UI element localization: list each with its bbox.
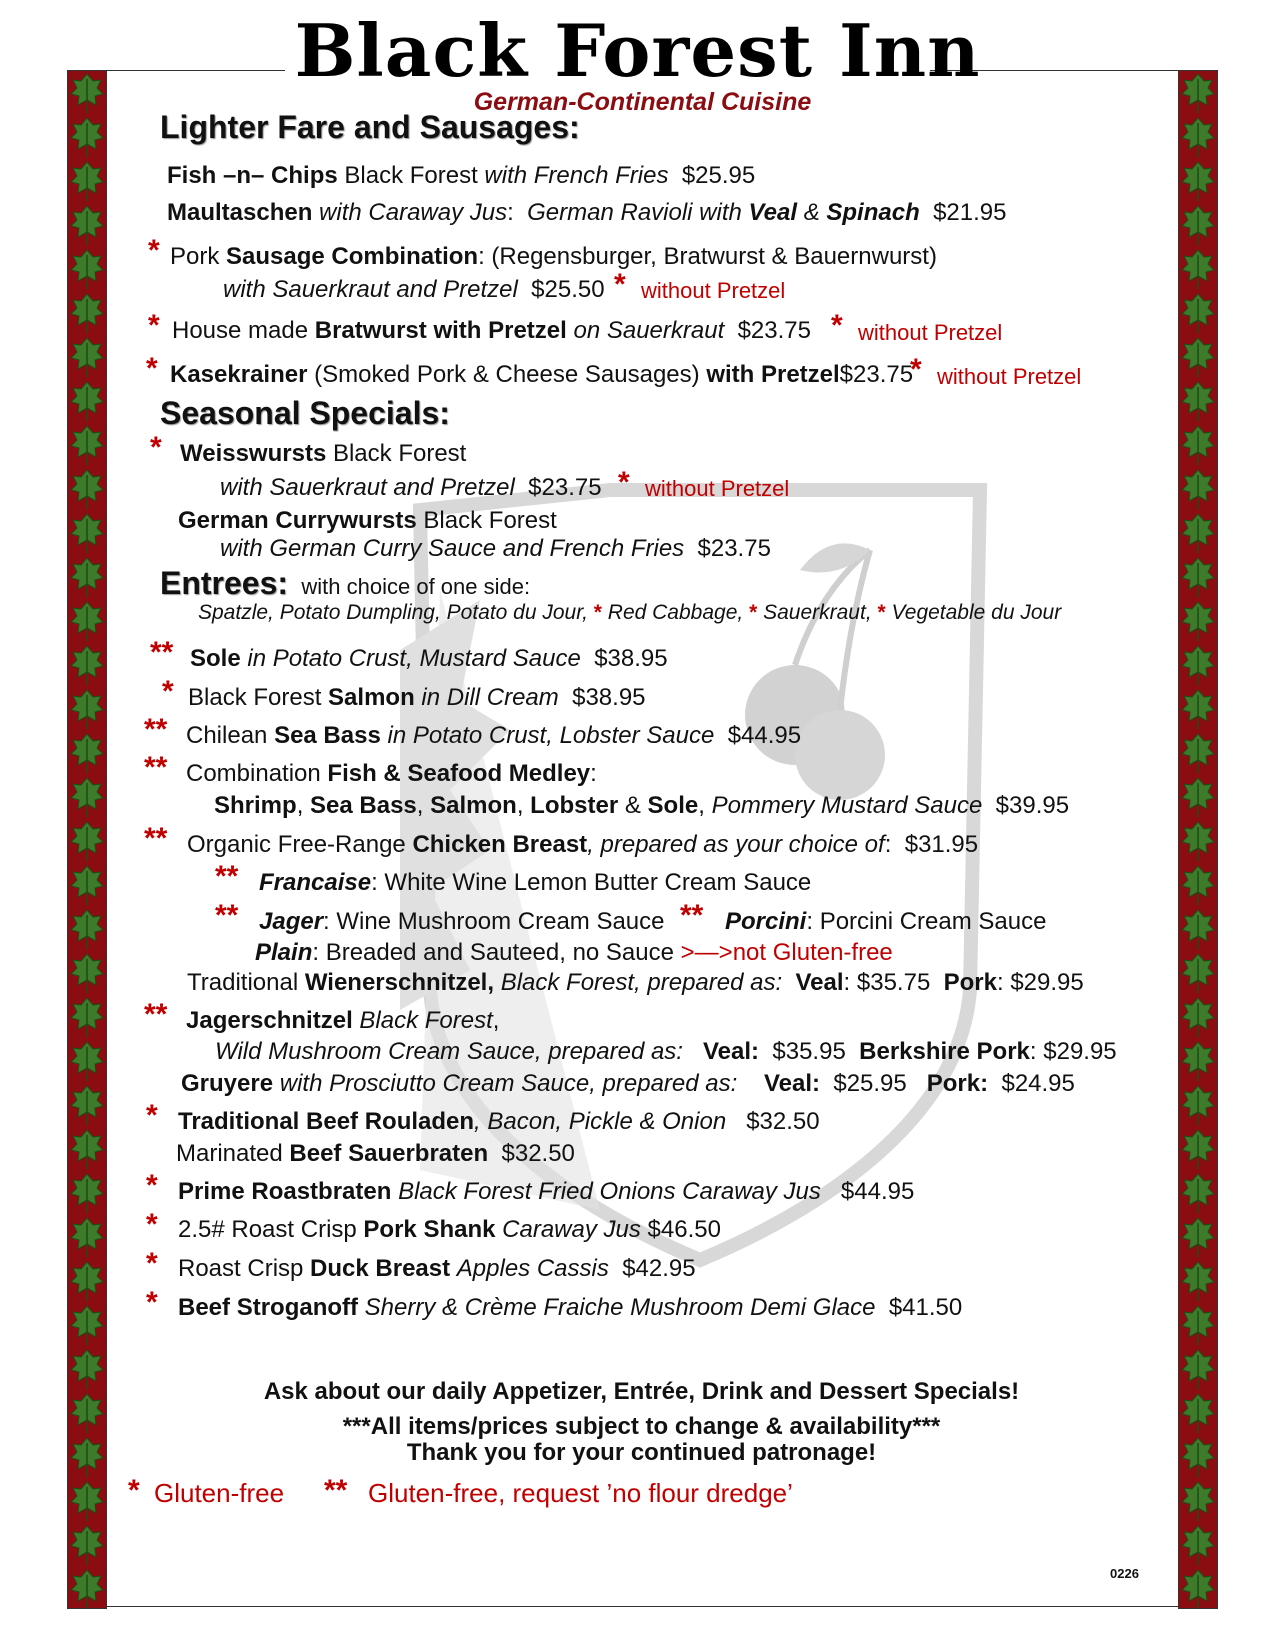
gluten-free-mark: * <box>910 353 922 386</box>
cuisine-subtitle: German-Continental Cuisine <box>473 88 812 116</box>
gluten-free-mark: * <box>593 601 602 624</box>
gluten-free-mark: * <box>146 1099 158 1132</box>
gluten-free-mark: * <box>146 1169 158 1202</box>
legend-gluten-free: Gluten-free <box>154 1478 285 1508</box>
item-pre: Black Forest <box>188 684 322 711</box>
item-pre: 2.5# Roast Crisp <box>178 1216 357 1243</box>
menu-item-jagerschnitzel-desc <box>215 1037 1117 1067</box>
item-desc: in Potato Crust, Lobster Sauce <box>387 722 715 749</box>
side-vegetable: Vegetable du Jour <box>891 601 1062 624</box>
gluten-free-dredge-mark: ** <box>144 822 168 855</box>
item-price: $38.95 <box>594 645 668 672</box>
pork-price: : $29.95 <box>1029 1038 1117 1065</box>
bottom-rule <box>105 1606 1178 1607</box>
item-pre: Marinated <box>176 1140 283 1167</box>
gluten-free-mark: * <box>148 234 160 267</box>
comma: , <box>516 792 524 819</box>
legend-dredge-mark: ** <box>324 1474 348 1507</box>
item-pre: Organic Free-Range <box>187 831 406 858</box>
menu-item-bratwurst <box>172 316 811 346</box>
veal-price: $25.95 <box>833 1070 907 1097</box>
salmon: Salmon <box>430 792 517 819</box>
item-desc: in Potato Crust, Mustard Sauce <box>247 645 581 672</box>
item-price: $25.50 <box>531 276 605 303</box>
menu-item-sausage-combination <box>170 242 937 272</box>
item-rest: Black Forest <box>332 440 467 467</box>
menu-item-gruyere <box>181 1069 1075 1099</box>
item-name: Pork Shank <box>363 1216 496 1243</box>
section-entrees <box>160 565 531 602</box>
item-name: Wienerschnitzel, <box>304 969 495 996</box>
menu-item-weisswursts-desc <box>220 473 602 503</box>
gluten-free-mark: * <box>146 352 158 385</box>
item-rest: : (Regensburger, Bratwurst & Bauernwurst) <box>478 243 937 270</box>
item-name: Sole <box>190 645 241 672</box>
item-pre: Traditional <box>187 969 299 996</box>
amp: & <box>624 792 641 819</box>
pork: Pork <box>943 969 997 996</box>
leaf-pattern-left <box>68 71 106 1608</box>
menu-item-stroganoff <box>178 1293 962 1323</box>
gluten-free-mark: * <box>618 466 630 499</box>
item-price: $39.95 <box>995 792 1070 819</box>
item-price: $46.50 <box>647 1216 721 1243</box>
without-pretzel-note: without Pretzel <box>858 320 1003 345</box>
item-desc: , Bacon, Pickle & Onion <box>474 1108 727 1135</box>
gluten-free-mark: * <box>749 601 758 624</box>
item-rest: Black Forest <box>423 507 557 534</box>
entrees-note: with choice of one side: <box>301 574 531 599</box>
item-desc: Black Forest <box>359 1007 493 1034</box>
item-price: $44.95 <box>727 722 802 749</box>
item-name: Gruyere <box>181 1070 274 1097</box>
item-price: $44.95 <box>840 1178 915 1205</box>
item-desc: Apples Cassis <box>456 1255 609 1282</box>
menu-code: 0226 <box>1110 1566 1139 1581</box>
option-name: Porcini <box>725 908 807 935</box>
veal: Veal: <box>763 1070 820 1097</box>
menu-item-currywursts <box>178 506 557 536</box>
item-pre: Pork <box>170 243 220 270</box>
option-desc: : Breaded and Sauteed, no Sauce <box>312 939 674 966</box>
item-desc: Pommery Mustard Sauce <box>711 792 983 819</box>
pork-price: $24.95 <box>1001 1070 1075 1097</box>
item-price: $42.95 <box>622 1255 696 1282</box>
item-price: $32.50 <box>746 1108 820 1135</box>
item-name: Chicken Breast <box>412 831 588 858</box>
item-price: $31.95 <box>904 831 979 858</box>
menu-item-seafood-medley <box>186 759 597 789</box>
veal-price: : $35.75 <box>843 969 931 996</box>
item-desc: with Prosciutto Cream Sauce, prepared as: <box>279 1070 738 1097</box>
option-name: Francaise <box>259 869 372 896</box>
item-price: $23.75 <box>737 317 811 344</box>
gluten-free-dredge-mark: ** <box>144 751 168 784</box>
menu-item-sausage-combination-desc <box>223 275 605 305</box>
item-name: Maultaschen <box>167 199 313 226</box>
item-desc: with Sauerkraut and Pretzel <box>223 276 518 303</box>
option-name: Plain <box>255 939 313 966</box>
item-price: $32.50 <box>501 1140 575 1167</box>
leaf-pattern-right <box>1179 71 1217 1608</box>
menu-item-weisswursts <box>180 439 466 469</box>
item-pre: Chilean <box>186 722 268 749</box>
gluten-free-mark: * <box>146 1208 158 1241</box>
item-name: German Currywursts <box>178 507 417 534</box>
item-name: Kasekrainer <box>170 361 308 388</box>
gluten-free-mark: * <box>831 309 843 342</box>
item-rest: Black Forest <box>344 162 478 189</box>
item-name: Duck Breast <box>310 1255 451 1282</box>
lobster: Lobster <box>530 792 619 819</box>
sea-bass: Sea Bass <box>310 792 417 819</box>
menu-item-kasekrainer <box>170 360 913 390</box>
item-pretzel: with Pretzel <box>706 361 840 388</box>
amp: & <box>803 199 820 226</box>
menu-item-maultaschen <box>167 198 1006 228</box>
gluten-free-mark: * <box>162 675 174 708</box>
item-name: Weisswursts <box>180 440 327 467</box>
item-pre: Combination <box>186 760 321 787</box>
item-desc: , prepared as your choice of <box>587 831 885 858</box>
item-price: $38.95 <box>572 684 646 711</box>
legend-gluten-free-mark: * <box>128 1474 140 1507</box>
chicken-option-porcini <box>725 907 1046 937</box>
gluten-free-mark: * <box>877 601 886 624</box>
option-name: Jager <box>259 908 324 935</box>
menu-item-sole <box>190 644 668 674</box>
legend-no-flour-dredge: Gluten-free, request ’no flour dredge’ <box>368 1478 793 1508</box>
gluten-free-mark: * <box>614 268 626 301</box>
item-name: Traditional Beef Rouladen <box>178 1108 475 1135</box>
item-rest: (Smoked Pork & Cheese Sausages) <box>314 361 700 388</box>
item-name: Salmon <box>328 684 415 711</box>
item-name: Prime Roastbraten <box>178 1178 392 1205</box>
item-name: Bratwurst with Pretzel <box>314 317 567 344</box>
left-border-leaves <box>67 70 107 1609</box>
item-price: $41.50 <box>888 1294 963 1321</box>
section-seasonal-specials: Seasonal Specials: <box>160 395 450 431</box>
gluten-free-mark: * <box>150 431 162 464</box>
item-desc: Sherry & Crème Fraiche Mushroom Demi Glace <box>364 1294 876 1321</box>
veal: Veal <box>748 199 798 226</box>
item-price: $23.75 <box>528 474 602 501</box>
chicken-option-jager <box>259 907 665 937</box>
gluten-free-mark: * <box>148 309 160 342</box>
item-name: Fish –n– Chips <box>167 162 338 189</box>
restaurant-title: Black Forest Inn <box>294 8 981 93</box>
without-pretzel-note: without Pretzel <box>641 278 786 303</box>
colon: : <box>884 831 892 858</box>
menu-item-seafood-medley-desc <box>214 791 1069 821</box>
item-desc: Black Forest Fried Onions Caraway Jus <box>398 1178 821 1205</box>
menu-item-chicken-breast <box>187 830 978 860</box>
colon: : <box>507 199 514 226</box>
item-desc-2: German Ravioli with <box>527 199 742 226</box>
item-desc: Caraway Jus <box>502 1216 641 1243</box>
item-price: $23.75 <box>697 535 771 562</box>
item-name: Sea Bass <box>274 722 381 749</box>
item-desc: with French Fries <box>484 162 669 189</box>
not-gluten-free-note: >—>not Gluten-free <box>680 939 893 966</box>
item-desc: with Caraway Jus <box>319 199 508 226</box>
menu-item-sauerbraten <box>176 1139 575 1169</box>
item-name: Beef Stroganoff <box>178 1294 358 1321</box>
item-desc: Black Forest, prepared as: <box>500 969 783 996</box>
section-lighter-fare: Lighter Fare and Sausages: <box>160 109 580 145</box>
item-name: Sausage Combination <box>226 243 479 270</box>
entrees-sides <box>198 598 1061 628</box>
sole: Sole <box>647 792 699 819</box>
comma: , <box>698 792 705 819</box>
pork: Berkshire Pork <box>859 1038 1030 1065</box>
option-desc: : White Wine Lemon Butter Cream Sauce <box>371 869 812 896</box>
menu-item-wienerschnitzel <box>187 968 1084 998</box>
item-desc-2: Wild Mushroom Cream Sauce, prepared as: <box>215 1038 683 1065</box>
menu-item-roastbraten <box>178 1177 914 1207</box>
comma: , <box>296 792 304 819</box>
gluten-free-dredge-mark: ** <box>215 860 239 893</box>
gluten-free-mark: * <box>146 1286 158 1319</box>
menu-item-pork-shank <box>178 1215 721 1245</box>
daily-specials-note: Ask about our daily Appetizer, Entrée, Drink and Dessert Specials! <box>263 1378 1020 1405</box>
item-desc: with German Curry Sauce and French Fries <box>220 535 685 562</box>
gluten-free-dredge-mark: ** <box>680 899 704 932</box>
shrimp: Shrimp <box>214 792 297 819</box>
subject-to-change-note: ***All items/prices subject to change & availability*** <box>342 1413 941 1440</box>
item-price: $21.95 <box>933 199 1007 226</box>
side-sauerkraut: Sauerkraut, <box>763 601 872 624</box>
gluten-free-dredge-mark: ** <box>150 636 174 669</box>
entrees-heading: Entrees: <box>160 565 289 601</box>
option-desc: : Porcini Cream Sauce <box>806 908 1047 935</box>
gluten-free-dredge-mark: ** <box>215 899 239 932</box>
side-red-cabbage: Red Cabbage, <box>607 601 744 624</box>
menu-item-jagerschnitzel <box>186 1006 499 1036</box>
item-price: $23.75 <box>839 361 914 388</box>
item-desc: in Dill Cream <box>421 684 559 711</box>
without-pretzel-note: without Pretzel <box>937 364 1082 389</box>
gluten-free-mark: * <box>146 1247 158 1280</box>
chicken-option-francaise <box>259 868 811 898</box>
menu-item-currywursts-desc <box>220 534 771 564</box>
menu-item-sea-bass <box>186 721 801 751</box>
comma: , <box>492 1007 500 1034</box>
item-desc: on Sauerkraut <box>573 317 725 344</box>
veal: Veal: <box>703 1038 760 1065</box>
menu-item-fish-n-chips <box>167 161 755 191</box>
item-name: Jagerschnitzel <box>186 1007 353 1034</box>
item-name: Fish & Seafood Medley <box>327 760 591 787</box>
sides-list: Spatzle, Potato Dumpling, Potato du Jour, <box>198 601 588 624</box>
spinach: Spinach <box>826 199 920 226</box>
menu-item-rouladen <box>178 1107 820 1137</box>
item-price: $25.95 <box>681 162 756 189</box>
item-pre: House made <box>172 317 309 344</box>
thank-you-note: Thank you for your continued patronage! <box>406 1439 877 1466</box>
veal-price: $35.95 <box>772 1038 846 1065</box>
pork: Pork: <box>926 1070 989 1097</box>
item-pre: Roast Crisp <box>178 1255 304 1282</box>
menu-item-salmon <box>188 683 646 713</box>
option-desc: : Wine Mushroom Cream Sauce <box>323 908 665 935</box>
chicken-option-plain <box>255 938 893 968</box>
item-name: Beef Sauerbraten <box>289 1140 489 1167</box>
gluten-free-dredge-mark: ** <box>144 713 168 746</box>
colon: : <box>590 760 597 787</box>
veal: Veal <box>795 969 844 996</box>
menu-item-duck-breast <box>178 1254 696 1284</box>
item-desc: with Sauerkraut and Pretzel <box>220 474 515 501</box>
without-pretzel-note: without Pretzel <box>645 476 790 501</box>
comma: , <box>416 792 424 819</box>
pork-price: : $29.95 <box>997 969 1084 996</box>
gluten-free-dredge-mark: ** <box>144 998 168 1031</box>
right-border-leaves <box>1178 70 1218 1609</box>
